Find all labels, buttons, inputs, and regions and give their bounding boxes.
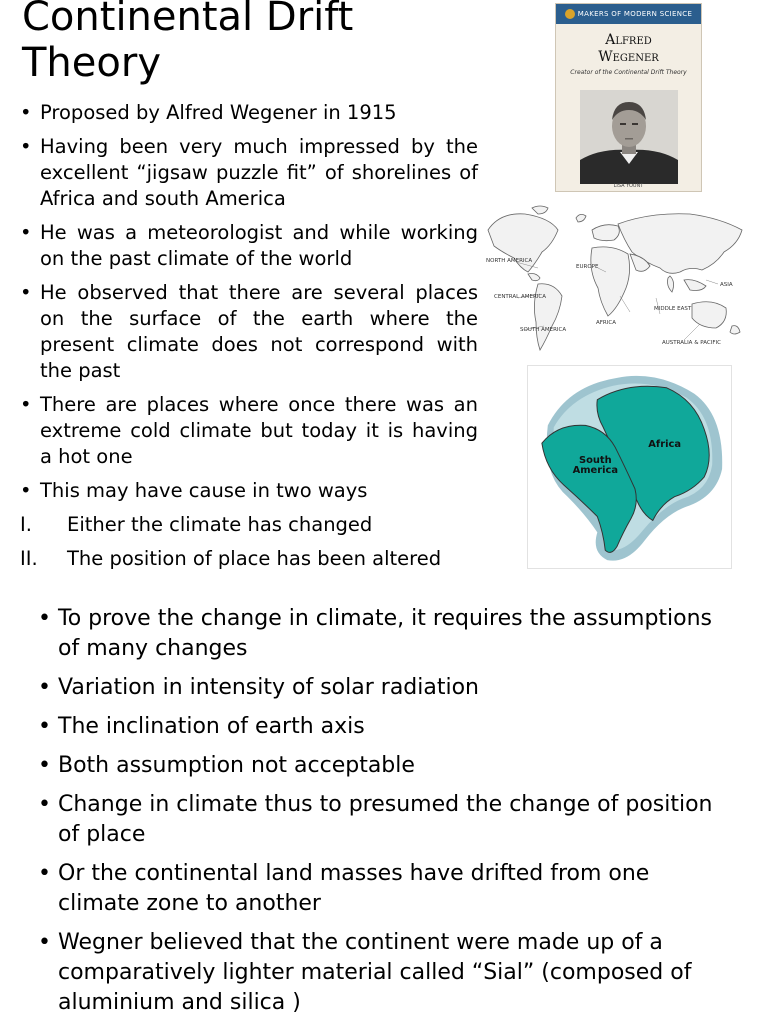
- portrait-photo: [580, 90, 678, 184]
- roman-numeral: II.: [20, 547, 38, 570]
- book-series-band: MAKERS OF MODERN SCIENCE: [556, 4, 701, 24]
- bullet-icon: •: [20, 479, 32, 502]
- seal-icon: [565, 9, 575, 19]
- map-label-europe: EUROPE: [576, 264, 599, 270]
- list-item: • The inclination of earth axis: [38, 712, 728, 742]
- bullet-icon: •: [20, 135, 32, 158]
- bullet-icon: •: [20, 393, 32, 416]
- list-item: • Wegner believed that the continent were made up of a comparatively lighter material called “Sial” (composed of aluminium and silica ): [38, 930, 692, 1015]
- fit-label-south: South: [578, 455, 612, 467]
- map-label-africa: AFRICA: [596, 320, 616, 326]
- top-bullet-list: [20, 100, 478, 580]
- list-item: • To prove the change in climate, it requires the assumptions of many changes: [38, 606, 713, 661]
- map-label-australia: AUSTRALIA & PACIFIC: [662, 340, 721, 346]
- fit-label-africa: Africa: [648, 439, 682, 451]
- list-item: • Variation in intensity of solar radiation: [38, 673, 728, 703]
- list-item: • Or the continental land masses have drifted from one climate zone to another: [38, 861, 650, 916]
- map-label-middle-east: MIDDLE EAST: [654, 306, 692, 312]
- list-item: • He was a meteorologist and while working on the past climate of the world: [20, 221, 478, 270]
- map-label-central-america: CENTRAL AMERICA: [494, 294, 546, 300]
- bullet-icon: •: [38, 792, 51, 817]
- map-label-south-america: SOUTH AMERICA: [520, 327, 567, 333]
- world-map-image: [480, 200, 750, 365]
- book-author: LISA YOUNT: [613, 183, 644, 189]
- book-title: Alfred Wegener: [598, 32, 659, 65]
- list-item: • Both assumption not acceptable: [38, 751, 728, 781]
- map-label-asia: ASIA: [720, 282, 733, 288]
- bullet-icon: •: [20, 281, 32, 304]
- list-item: • He observed that there are several places on the surface of the earth where the present climate does not correspond with the past: [20, 281, 478, 382]
- fit-label-america: America: [572, 464, 619, 476]
- list-item: • Change in climate thus to presumed the change of position of place: [38, 792, 713, 847]
- continent-fit-image: [527, 365, 732, 569]
- slide-title: Continental Drift Theory: [22, 0, 354, 86]
- list-item: • There are places where once there was an extreme cold climate but today it is having a hot one: [20, 393, 478, 468]
- book-cover-image: [555, 3, 702, 192]
- bottom-bullet-list: [38, 604, 728, 1027]
- book-subtitle: Creator of the Continental Drift Theory: [570, 69, 687, 76]
- list-item: • Having been very much impressed by the excellent “jigsaw puzzle fit” of shorelines of Africa and south America: [20, 135, 478, 210]
- roman-numeral: I.: [20, 513, 32, 536]
- list-item: • This may have cause in two ways: [20, 479, 368, 502]
- bullet-icon: •: [38, 753, 51, 778]
- bullet-icon: •: [20, 221, 32, 244]
- bullet-icon: •: [38, 714, 51, 739]
- bullet-icon: •: [38, 861, 51, 886]
- bullet-icon: •: [38, 930, 51, 955]
- bullet-icon: •: [20, 101, 32, 124]
- map-label-north-america: NORTH AMERICA: [486, 258, 533, 264]
- list-item-roman: I. Either the climate has changed: [20, 513, 373, 536]
- list-item: • Proposed by Alfred Wegener in 1915: [20, 101, 397, 124]
- bullet-icon: •: [38, 606, 51, 631]
- bullet-icon: •: [38, 675, 51, 700]
- list-item-roman: II. The position of place has been altered: [20, 547, 442, 570]
